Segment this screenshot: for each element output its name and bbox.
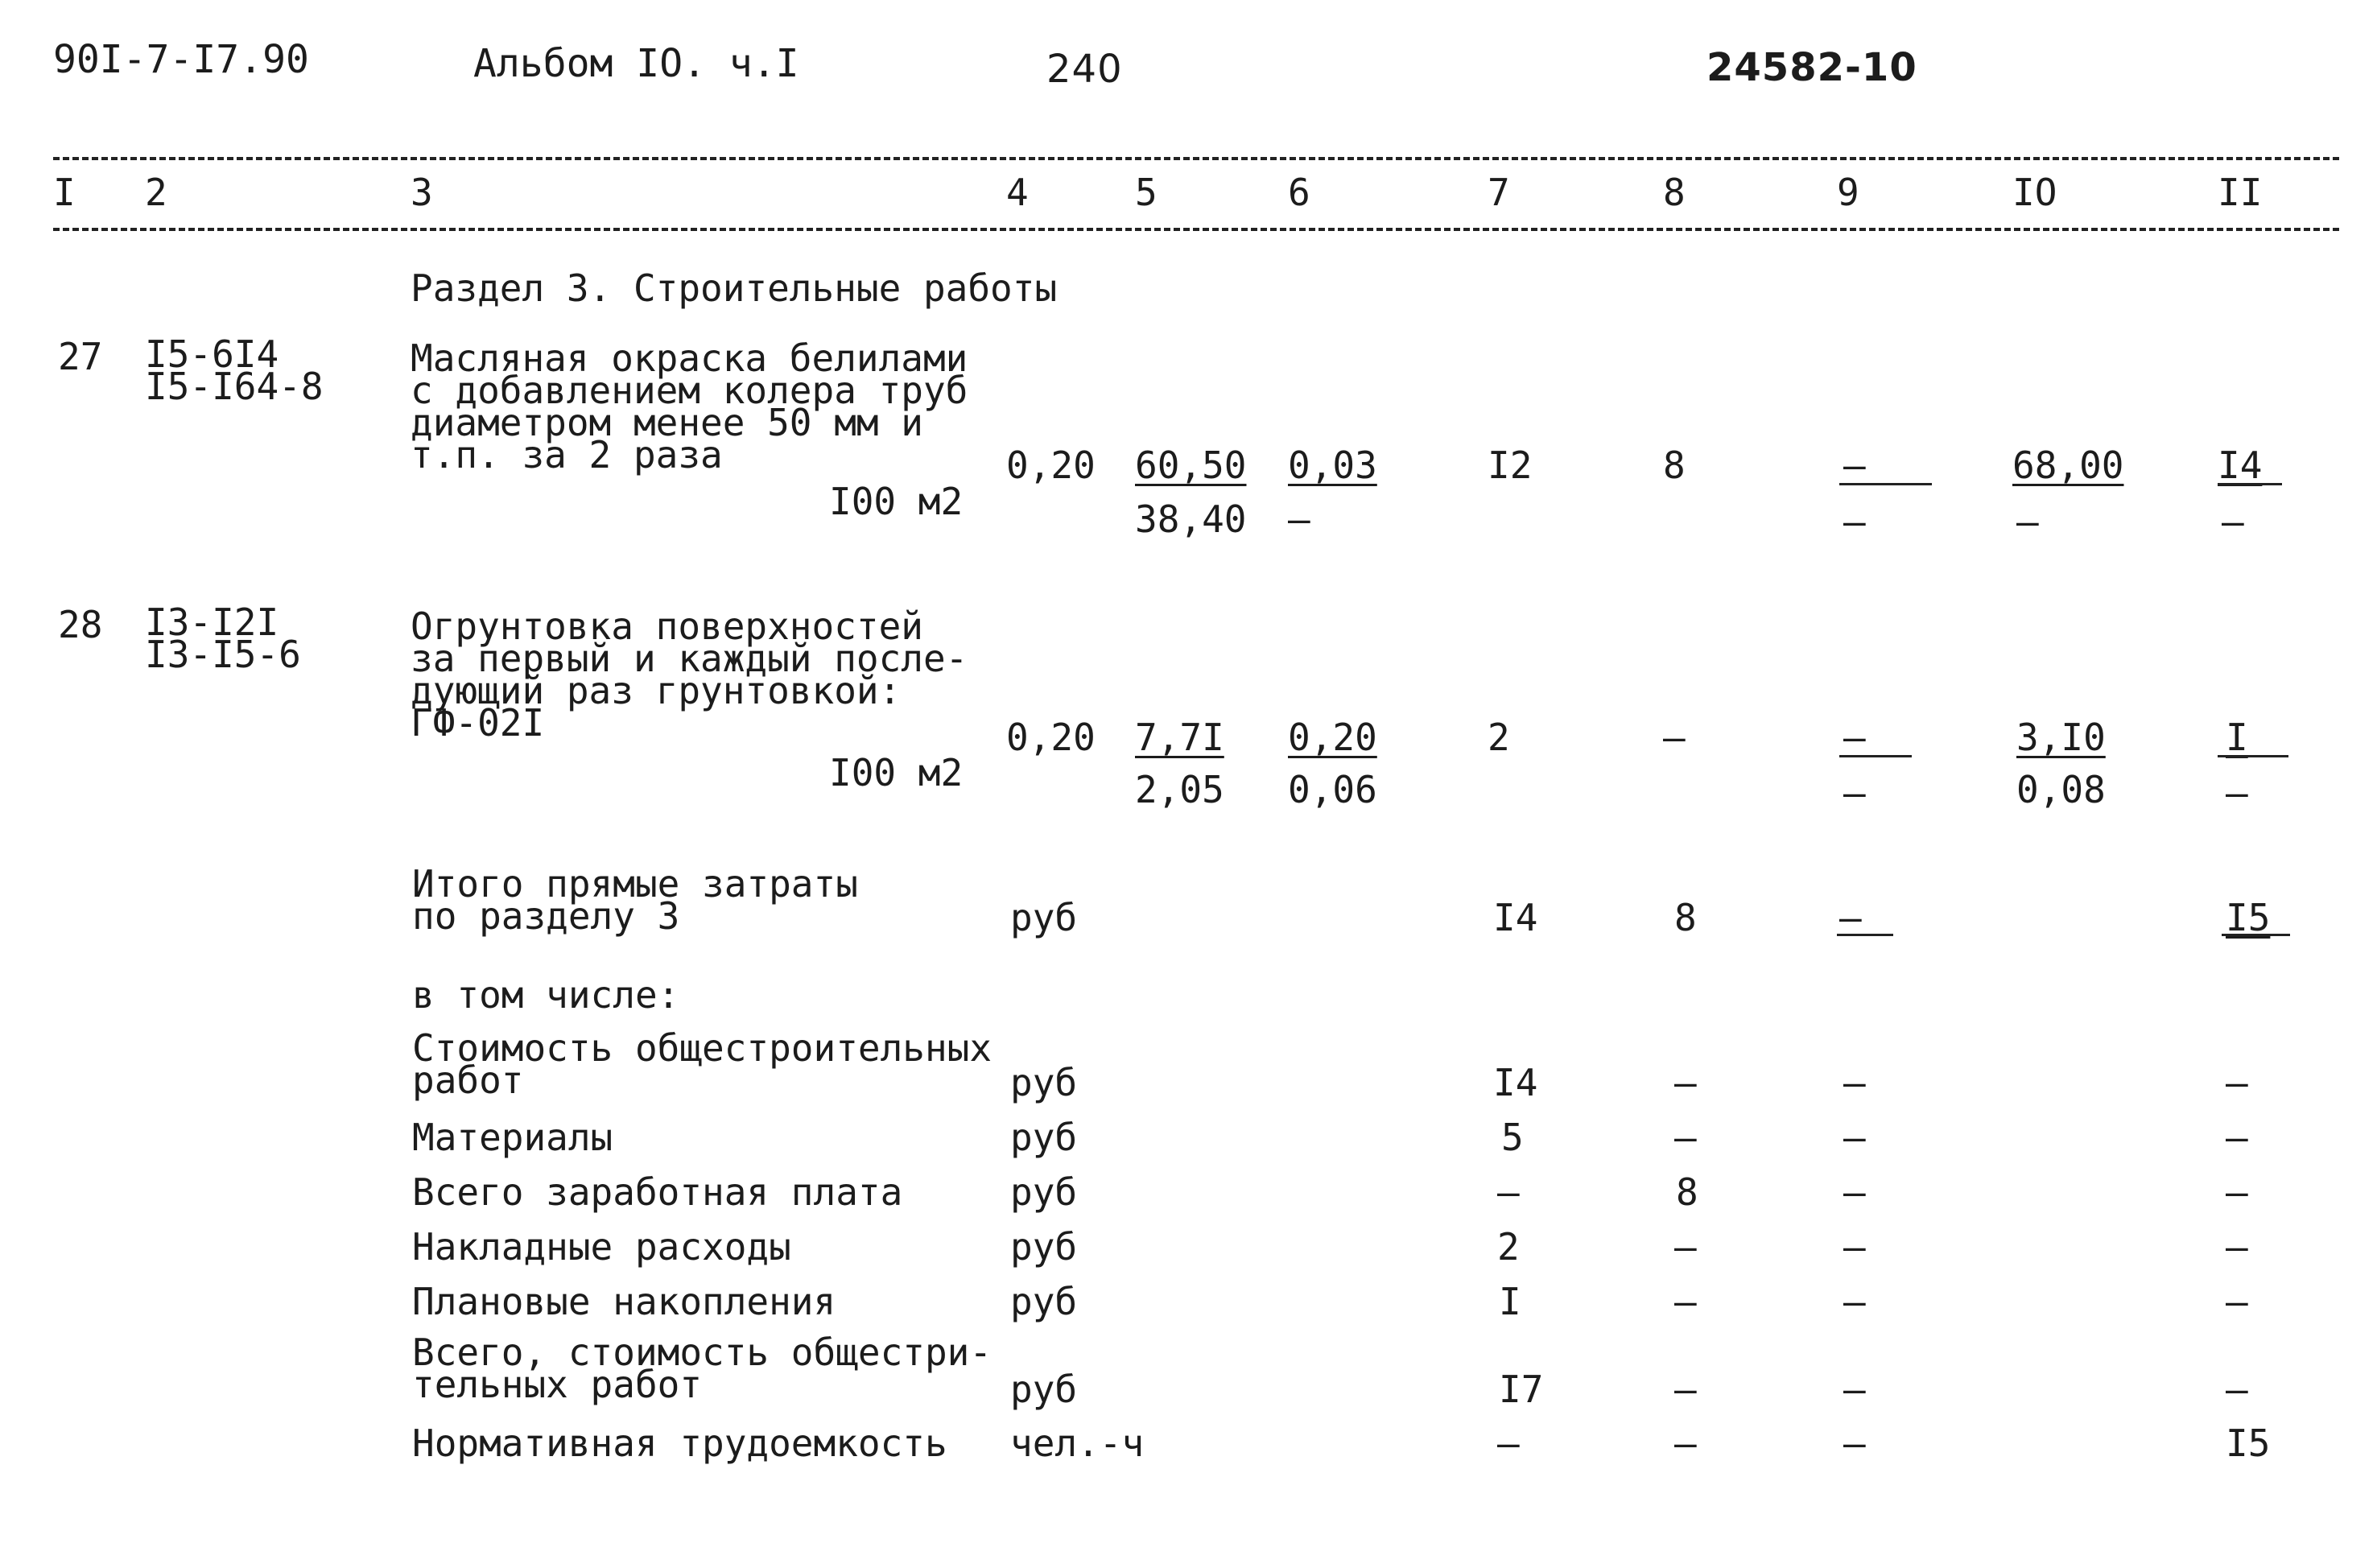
- breakdown-col11: –: [2226, 1061, 2248, 1104]
- col6-value-bottom: 0,06: [1288, 768, 1377, 811]
- total-unit: руб: [1010, 896, 1078, 939]
- breakdown-unit: руб: [1010, 1061, 1078, 1104]
- header-bottom-rule: [53, 228, 2339, 231]
- breakdown-col8: –: [1674, 1116, 1697, 1159]
- norm-codes: I3-I2I I3-I5-6: [145, 600, 301, 677]
- col10-value-bottom: 0,08: [2016, 768, 2106, 811]
- col9-value-top: –: [1843, 444, 1866, 487]
- col5-value-top: 7,7I: [1135, 716, 1224, 759]
- col6-value-bottom: –: [1288, 497, 1310, 541]
- total-col11-underline: [2222, 934, 2290, 936]
- total-col8: 8: [1674, 896, 1697, 939]
- breakdown-label: Всего заработная плата: [412, 1170, 903, 1214]
- col-header-5: 5: [1135, 171, 1158, 214]
- col7-value: 2: [1488, 716, 1510, 759]
- breakdown-col9: –: [1843, 1061, 1866, 1104]
- breakdown-col8: –: [1674, 1061, 1697, 1104]
- breakdown-col11: I5: [2226, 1422, 2271, 1465]
- breakdown-unit: руб: [1010, 1225, 1078, 1269]
- col7-value: I2: [1488, 444, 1533, 487]
- col-header-6: 6: [1288, 171, 1310, 214]
- norm-codes: I5-6I4 I5-I64-8: [145, 332, 324, 409]
- col8-value: –: [1663, 716, 1686, 759]
- breakdown-col7: I7: [1499, 1368, 1544, 1411]
- col-header-1: I: [53, 171, 76, 214]
- breakdown-col8: –: [1674, 1225, 1697, 1269]
- breakdown-label: Всего, стоимость общестри- тельных работ: [412, 1331, 992, 1407]
- col6-value-top: 0,03: [1288, 444, 1377, 487]
- breakdown-col7: I4: [1493, 1061, 1538, 1104]
- breakdown-col9: –: [1843, 1116, 1866, 1159]
- breakdown-col8: 8: [1676, 1170, 1698, 1214]
- breakdown-label: Нормативная трудоемкость: [412, 1422, 947, 1465]
- breakdown-col9: –: [1843, 1368, 1866, 1411]
- col-header-4: 4: [1006, 171, 1029, 214]
- breakdown-label: Материалы: [412, 1116, 613, 1159]
- breakdown-col9: –: [1843, 1280, 1866, 1323]
- col10-value-top: 68,00: [2012, 444, 2124, 487]
- breakdown-col7: 5: [1501, 1116, 1524, 1159]
- col5-value-bottom: 2,05: [1135, 768, 1224, 811]
- breakdown-col7: –: [1497, 1422, 1520, 1465]
- col-header-8: 8: [1663, 171, 1686, 214]
- breakdown-col11: –: [2226, 1170, 2248, 1214]
- breakdown-col7: –: [1497, 1170, 1520, 1214]
- total-col11: I5: [2226, 896, 2271, 939]
- work-description: Масляная окраска белилами с добавлением колера труб диаметром менее 50 мм и т.п. за 2 раза: [411, 336, 968, 477]
- breakdown-unit: чел.-ч: [1010, 1422, 1145, 1465]
- col11-underline: [2218, 755, 2288, 757]
- project-code: 90I-7-I7.90: [53, 37, 309, 82]
- row-number: 28: [58, 603, 103, 646]
- col10-value-top: 3,I0: [2016, 716, 2106, 759]
- col11-underline: [2218, 483, 2282, 485]
- row-number: 27: [58, 335, 103, 378]
- breakdown-col11: –: [2226, 1368, 2248, 1411]
- breakdown-col9: –: [1843, 1225, 1866, 1269]
- col-header-9: 9: [1837, 171, 1859, 214]
- breakdown-col7: 2: [1497, 1225, 1520, 1269]
- breakdown-col11: –: [2226, 1280, 2248, 1323]
- col9-underline: [1839, 755, 1912, 757]
- breakdown-label: Стоимость общестроительных работ: [412, 1026, 992, 1103]
- breakdown-col7: I: [1499, 1280, 1521, 1323]
- header-top-rule: [53, 157, 2339, 160]
- breakdown-unit: руб: [1010, 1368, 1078, 1411]
- breakdown-col8: –: [1674, 1422, 1697, 1465]
- col5-value-top: 60,50: [1135, 444, 1247, 487]
- work-description: Огрунтовка поверхностей за первый и каждый после- дующий раз грунтовкой: ГФ-02I: [411, 605, 968, 745]
- col-header-2: 2: [145, 171, 167, 214]
- col5-value-bottom: 38,40: [1135, 497, 1247, 541]
- breakdown-col8: –: [1674, 1280, 1697, 1323]
- section-title: Раздел 3. Строительные работы: [411, 266, 1058, 310]
- col10-value-bottom: –: [2016, 500, 2039, 543]
- col6-value-top: 0,20: [1288, 716, 1377, 759]
- breakdown-label: Плановые накопления: [412, 1280, 836, 1323]
- document-number: 24582-10: [1706, 45, 1917, 90]
- col-header-11: II: [2218, 171, 2263, 214]
- including-label: в том числе:: [412, 973, 680, 1017]
- total-col9: –: [1839, 896, 1862, 939]
- col11-value-top: I4: [2218, 444, 2263, 487]
- col11-value-bottom: –: [2222, 500, 2244, 543]
- col11-value-top: I: [2226, 716, 2248, 759]
- col9-underline: [1839, 483, 1932, 485]
- col-header-3: 3: [411, 171, 433, 214]
- quantity: 0,20: [1006, 444, 1096, 487]
- total-label: Итого прямые затраты по разделу 3: [412, 862, 858, 939]
- col8-value: 8: [1663, 444, 1686, 487]
- breakdown-unit: руб: [1010, 1280, 1078, 1323]
- breakdown-col8: –: [1674, 1368, 1697, 1411]
- breakdown-col9: –: [1843, 1170, 1866, 1214]
- col9-value-top: –: [1843, 716, 1866, 759]
- col11-value-bottom: –: [2226, 771, 2248, 815]
- page-number: 240: [1046, 47, 1123, 92]
- breakdown-unit: руб: [1010, 1116, 1078, 1159]
- breakdown-col11: –: [2226, 1116, 2248, 1159]
- total-col7: I4: [1493, 896, 1538, 939]
- breakdown-label: Накладные расходы: [412, 1225, 791, 1269]
- unit-of-measure: I00 м2: [829, 751, 964, 794]
- col-header-7: 7: [1488, 171, 1510, 214]
- breakdown-col11: –: [2226, 1225, 2248, 1269]
- album-label: Альбом IO. ч.I: [473, 41, 799, 86]
- col9-value-bottom: –: [1843, 771, 1866, 815]
- unit-of-measure: I00 м2: [829, 480, 964, 523]
- total-col9-underline: [1837, 934, 1893, 936]
- col-header-10: IO: [2012, 171, 2057, 214]
- breakdown-col9: –: [1843, 1422, 1866, 1465]
- breakdown-unit: руб: [1010, 1170, 1078, 1214]
- quantity: 0,20: [1006, 716, 1096, 759]
- col9-value-bottom: –: [1843, 500, 1866, 543]
